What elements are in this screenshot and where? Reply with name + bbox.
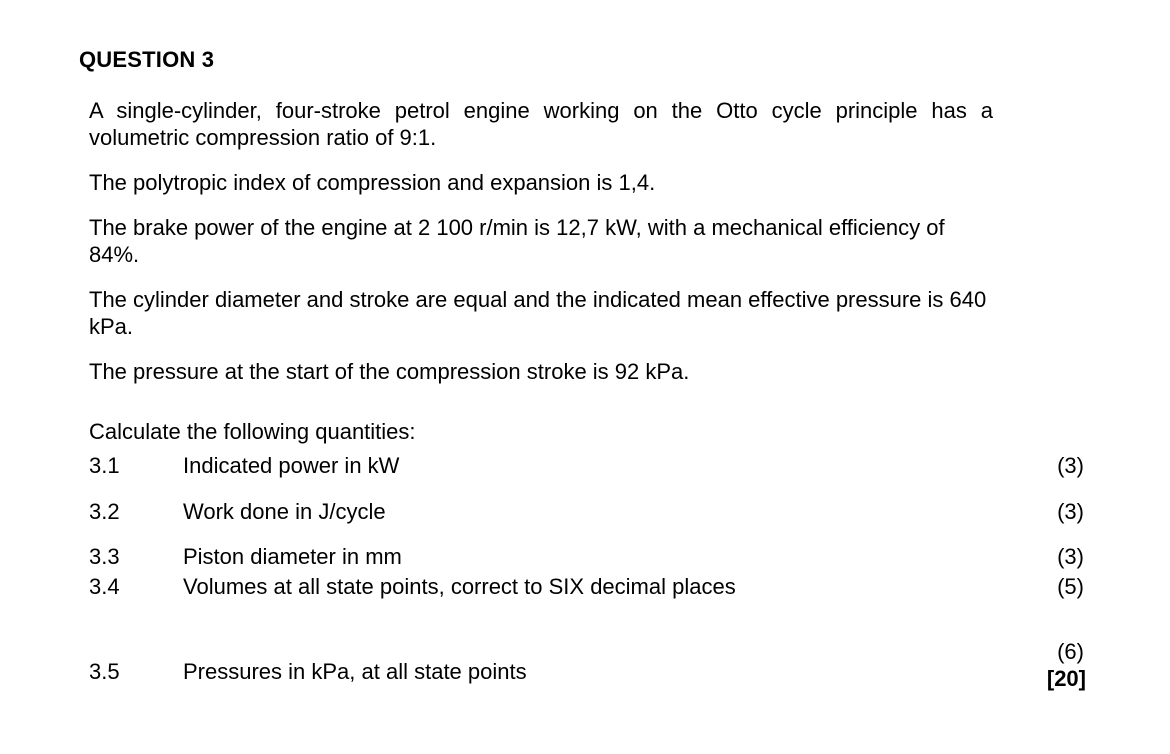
instruction-text: Calculate the following quantities: <box>89 419 416 444</box>
question-text: Piston diameter in mm <box>183 544 402 569</box>
paragraph-cylinder-dimensions: The cylinder diameter and stroke are equal and the indicated mean effective pressure is 640 kPa. <box>89 287 987 339</box>
question-marks: (6) <box>1057 639 1084 664</box>
question-marks: (3) <box>1057 544 1084 569</box>
paragraph-engine-description: A single-cylinder, four-stroke petrol engine working on the Otto cycle principle has a volumetric compression ratio of 9:1. <box>89 98 993 150</box>
question-text: Work done in J/cycle <box>183 499 386 524</box>
paragraph-compression-pressure: The pressure at the start of the compression stroke is 92 kPa. <box>89 359 690 384</box>
paragraph-polytropic-index: The polytropic index of compression and expansion is 1,4. <box>89 170 656 195</box>
question-heading: QUESTION 3 <box>79 47 215 72</box>
total-marks: [20] <box>1046 666 1086 691</box>
question-text: Pressures in kPa, at all state points <box>183 659 527 684</box>
question-number: 3.5 <box>89 659 120 684</box>
question-marks: (3) <box>1057 453 1084 478</box>
question-number: 3.3 <box>89 544 120 569</box>
question-text: Indicated power in kW <box>183 453 400 478</box>
question-number: 3.2 <box>89 499 120 524</box>
question-text: Volumes at all state points, correct to SIX decimal places <box>183 574 736 599</box>
question-marks: (3) <box>1057 499 1084 524</box>
question-number: 3.4 <box>89 574 120 599</box>
question-marks: (5) <box>1057 574 1084 599</box>
paragraph-brake-power: The brake power of the engine at 2 100 r/min is 12,7 kW, with a mechanical efficiency of 84%. <box>89 215 945 267</box>
question-number: 3.1 <box>89 453 120 478</box>
